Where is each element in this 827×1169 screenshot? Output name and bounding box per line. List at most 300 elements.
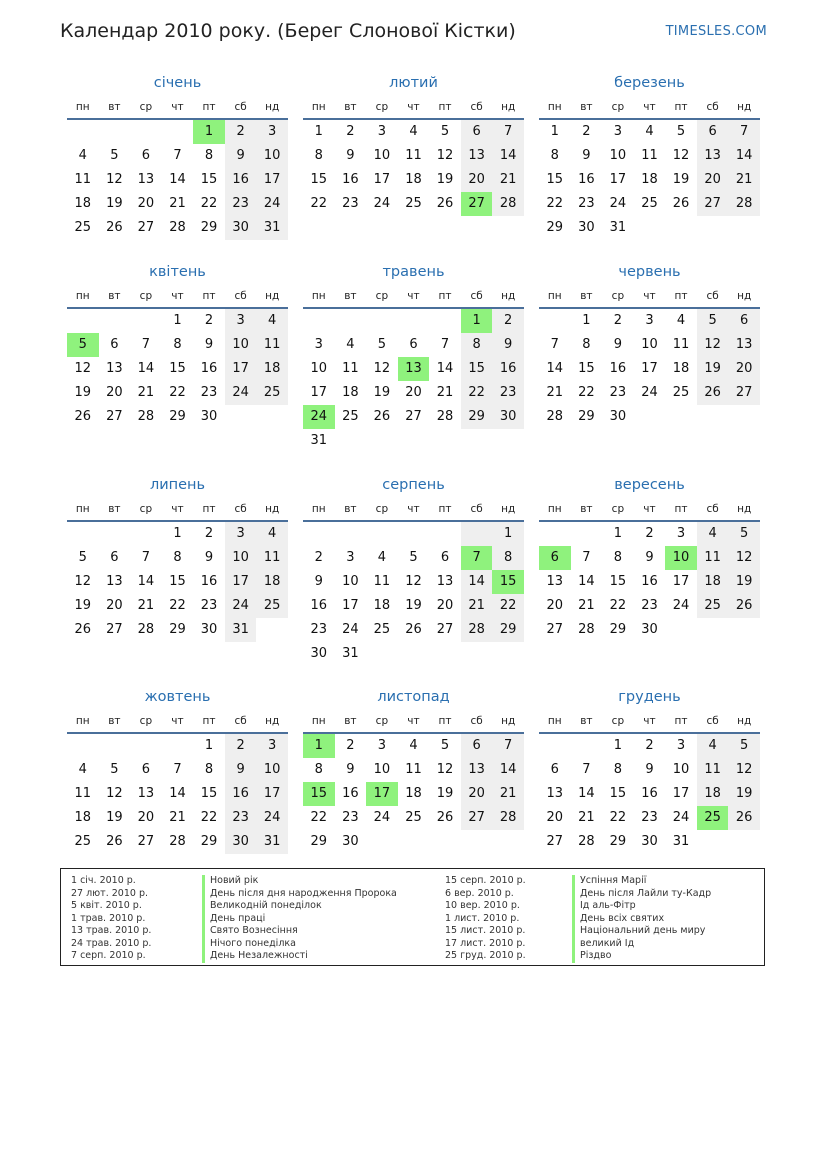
day-cell: 21 xyxy=(169,196,186,211)
day-cell: 1 xyxy=(173,313,182,328)
day-cell: 18 xyxy=(342,385,359,400)
day-grid xyxy=(539,734,760,854)
holiday-day: 1 xyxy=(303,734,335,758)
empty-cell xyxy=(539,309,571,333)
day-cell: 24 xyxy=(672,810,690,825)
holiday-date: 1 січ. 2010 р. xyxy=(71,875,136,886)
day-cell: 7 xyxy=(173,762,182,777)
day-cell: 14 xyxy=(169,786,186,801)
day-cell: 22 xyxy=(310,810,328,825)
day-cell: 2 xyxy=(225,734,257,758)
holiday-name: День після дня народження Пророка xyxy=(202,888,397,901)
day-cell: 31 xyxy=(672,834,690,849)
day-cell: 26 xyxy=(106,220,123,235)
month-name: липень xyxy=(149,477,206,493)
day-cell: 30 xyxy=(492,405,524,429)
day-cell: 26 xyxy=(373,409,391,424)
day-cell: 24 xyxy=(256,192,288,216)
weekday-label: пт xyxy=(438,715,452,727)
weekday-label: чт xyxy=(407,101,420,113)
day-cell: 8 xyxy=(173,550,182,565)
weekday-label: вт xyxy=(580,101,593,113)
weekday-label: сб xyxy=(234,101,247,113)
day-cell: 28 xyxy=(461,618,493,642)
weekday-label: вт xyxy=(108,290,121,302)
day-cell: 9 xyxy=(346,762,355,777)
day-cell: 26 xyxy=(728,594,760,618)
holiday-day: 25 xyxy=(697,806,729,830)
day-cell: 16 xyxy=(310,598,328,613)
weekday-label: сб xyxy=(234,503,247,515)
day-cell: 14 xyxy=(492,144,524,168)
empty-cell xyxy=(99,734,131,758)
month-2 xyxy=(303,72,524,216)
day-cell: 9 xyxy=(314,574,323,589)
month-3 xyxy=(539,72,760,240)
day-cell: 13 xyxy=(461,758,493,782)
weekday-header xyxy=(539,500,760,518)
day-cell: 6 xyxy=(461,734,493,758)
day-cell: 16 xyxy=(492,357,524,381)
day-cell: 19 xyxy=(405,598,422,613)
empty-cell xyxy=(99,522,131,546)
day-cell: 8 xyxy=(314,762,323,777)
month-name: квітень xyxy=(149,264,206,280)
month-name: лютий xyxy=(389,75,438,91)
day-cell: 6 xyxy=(141,762,151,777)
day-cell: 31 xyxy=(225,618,257,642)
day-cell: 26 xyxy=(672,196,690,211)
day-cell: 8 xyxy=(492,546,524,570)
day-cell: 7 xyxy=(550,337,559,352)
day-cell: 25 xyxy=(74,834,92,849)
day-cell: 29 xyxy=(200,834,218,849)
month-6 xyxy=(539,261,760,429)
day-cell: 17 xyxy=(256,782,288,806)
empty-cell xyxy=(366,522,398,546)
site-link[interactable]: TIMESLES.COM xyxy=(665,24,767,39)
day-cell: 16 xyxy=(342,786,359,801)
month-5 xyxy=(303,261,524,453)
month-7 xyxy=(67,474,288,642)
day-cell: 14 xyxy=(461,570,493,594)
day-cell: 19 xyxy=(728,570,760,594)
day-cell: 10 xyxy=(373,762,391,777)
day-cell: 27 xyxy=(106,409,123,424)
day-cell: 6 xyxy=(550,762,559,777)
weekday-label: нд xyxy=(737,290,752,302)
day-cell: 11 xyxy=(697,758,729,782)
day-cell: 27 xyxy=(546,834,564,849)
day-grid xyxy=(303,120,524,216)
day-cell: 6 xyxy=(110,550,119,565)
day-cell: 16 xyxy=(225,168,257,192)
day-grid xyxy=(539,120,760,240)
day-cell: 4 xyxy=(409,124,418,139)
empty-cell xyxy=(130,522,162,546)
day-cell: 19 xyxy=(697,357,729,381)
day-cell: 12 xyxy=(74,574,92,589)
weekday-label: пт xyxy=(202,101,216,113)
day-cell: 30 xyxy=(641,834,658,849)
day-cell: 28 xyxy=(492,192,524,216)
day-cell: 26 xyxy=(74,409,92,424)
day-cell: 5 xyxy=(728,522,760,546)
weekday-label: пн xyxy=(547,101,562,113)
day-cell: 16 xyxy=(609,361,627,376)
day-cell: 17 xyxy=(609,172,627,187)
day-cell: 24 xyxy=(672,598,690,613)
day-cell: 18 xyxy=(697,570,729,594)
day-cell: 12 xyxy=(672,148,690,163)
day-cell: 22 xyxy=(169,598,186,613)
day-cell: 14 xyxy=(137,361,155,376)
day-cell: 5 xyxy=(377,337,387,352)
day-cell: 19 xyxy=(74,385,92,400)
day-cell: 20 xyxy=(137,196,155,211)
day-cell: 5 xyxy=(78,550,87,565)
empty-cell xyxy=(366,309,398,333)
weekday-label: сб xyxy=(234,715,247,727)
holiday-day: 1 xyxy=(193,120,225,144)
day-cell: 4 xyxy=(697,734,729,758)
day-cell: 6 xyxy=(141,148,151,163)
day-cell: 30 xyxy=(200,622,218,637)
day-cell: 25 xyxy=(697,594,729,618)
weekday-label: нд xyxy=(265,503,280,515)
day-cell: 20 xyxy=(461,782,493,806)
day-cell: 6 xyxy=(110,337,119,352)
month-name: серпень xyxy=(382,477,445,493)
day-cell: 17 xyxy=(342,598,359,613)
weekday-label: ср xyxy=(139,715,153,727)
weekday-label: чт xyxy=(407,503,420,515)
day-cell: 22 xyxy=(578,385,595,400)
day-cell: 4 xyxy=(377,550,387,565)
day-cell: 18 xyxy=(672,361,690,376)
day-cell: 5 xyxy=(440,124,450,139)
day-cell: 28 xyxy=(169,834,186,849)
empty-cell xyxy=(571,734,603,758)
weekday-header xyxy=(303,98,524,116)
day-cell: 27 xyxy=(405,409,422,424)
day-cell: 1 xyxy=(204,738,214,753)
weekday-label: пт xyxy=(674,101,688,113)
day-cell: 13 xyxy=(137,786,155,801)
holiday-date: 24 трав. 2010 р. xyxy=(71,937,152,949)
day-cell: 4 xyxy=(697,522,729,546)
day-cell: 23 xyxy=(200,385,218,400)
day-cell: 23 xyxy=(578,196,595,211)
weekday-label: чт xyxy=(171,715,184,727)
day-cell: 2 xyxy=(645,526,654,541)
day-cell: 27 xyxy=(436,622,454,637)
day-cell: 28 xyxy=(728,192,760,216)
empty-cell xyxy=(335,522,367,546)
day-cell: 27 xyxy=(137,220,155,235)
day-cell: 22 xyxy=(461,381,493,405)
day-cell: 20 xyxy=(461,168,493,192)
day-cell: 17 xyxy=(256,168,288,192)
weekday-header xyxy=(67,712,288,730)
holiday-day: 10 xyxy=(665,546,697,570)
weekday-label: сб xyxy=(234,290,247,302)
day-cell: 14 xyxy=(169,172,186,187)
day-cell: 15 xyxy=(169,361,186,376)
day-cell: 13 xyxy=(697,144,729,168)
day-cell: 21 xyxy=(578,810,595,825)
empty-cell xyxy=(67,309,99,333)
holiday-name: Новий рік xyxy=(202,875,397,888)
day-cell: 3 xyxy=(225,309,257,333)
day-cell: 6 xyxy=(440,550,450,565)
day-cell: 23 xyxy=(342,810,359,825)
day-cell: 13 xyxy=(436,574,454,589)
weekday-label: вт xyxy=(108,715,121,727)
weekday-label: пн xyxy=(547,715,562,727)
day-cell: 21 xyxy=(436,385,454,400)
weekday-header xyxy=(67,500,288,518)
empty-cell xyxy=(398,522,430,546)
weekday-label: нд xyxy=(265,101,280,113)
day-cell: 4 xyxy=(676,313,686,328)
day-cell: 14 xyxy=(728,144,760,168)
day-cell: 25 xyxy=(405,196,422,211)
day-cell: 3 xyxy=(645,313,654,328)
day-cell: 16 xyxy=(225,782,257,806)
day-cell: 27 xyxy=(697,192,729,216)
weekday-label: вт xyxy=(580,503,593,515)
weekday-label: пн xyxy=(75,503,90,515)
weekday-label: пн xyxy=(311,101,326,113)
day-cell: 18 xyxy=(74,810,92,825)
day-cell: 2 xyxy=(492,309,524,333)
weekday-label: нд xyxy=(737,715,752,727)
day-cell: 7 xyxy=(728,120,760,144)
day-cell: 12 xyxy=(373,361,391,376)
day-cell: 2 xyxy=(613,313,623,328)
day-cell: 4 xyxy=(78,148,87,163)
day-cell: 6 xyxy=(697,120,729,144)
weekday-label: сб xyxy=(470,503,483,515)
day-cell: 19 xyxy=(106,810,123,825)
holiday-name: Ід аль-Фітр xyxy=(572,900,711,913)
day-cell: 8 xyxy=(582,337,591,352)
day-cell: 12 xyxy=(405,574,422,589)
day-cell: 15 xyxy=(169,574,186,589)
holiday-date: 17 лист. 2010 р. xyxy=(445,937,526,949)
holiday-date: 10 вер. 2010 р. xyxy=(445,900,520,911)
day-cell: 30 xyxy=(225,830,257,854)
day-cell: 11 xyxy=(74,786,92,801)
day-cell: 19 xyxy=(436,786,454,801)
month-12 xyxy=(539,686,760,854)
day-cell: 12 xyxy=(106,172,123,187)
weekday-label: ср xyxy=(375,503,389,515)
day-cell: 14 xyxy=(492,758,524,782)
weekday-label: сб xyxy=(706,715,719,727)
day-cell: 30 xyxy=(225,216,257,240)
weekday-label: нд xyxy=(501,715,516,727)
day-cell: 15 xyxy=(609,574,627,589)
day-cell: 15 xyxy=(578,361,595,376)
day-cell: 10 xyxy=(609,148,627,163)
weekday-label: пн xyxy=(311,715,326,727)
weekday-label: вт xyxy=(108,503,121,515)
day-cell: 10 xyxy=(373,148,391,163)
day-cell: 25 xyxy=(74,220,92,235)
holiday-date: 5 квіт. 2010 р. xyxy=(71,900,142,911)
weekday-label: вт xyxy=(580,715,593,727)
weekday-label: пт xyxy=(438,503,452,515)
day-cell: 20 xyxy=(106,385,123,400)
day-cell: 8 xyxy=(204,148,214,163)
day-cell: 4 xyxy=(409,738,418,753)
holiday-dates-right xyxy=(445,875,526,963)
day-cell: 23 xyxy=(641,598,658,613)
month-9 xyxy=(539,474,760,642)
day-cell: 11 xyxy=(256,333,288,357)
day-cell: 1 xyxy=(314,124,323,139)
day-cell: 10 xyxy=(225,546,257,570)
day-cell: 30 xyxy=(310,646,328,661)
day-cell: 15 xyxy=(310,172,328,187)
day-cell: 5 xyxy=(697,309,729,333)
day-cell: 18 xyxy=(697,782,729,806)
weekday-label: ср xyxy=(139,101,153,113)
day-cell: 6 xyxy=(728,309,760,333)
month-name: листопад xyxy=(377,689,450,705)
day-cell: 3 xyxy=(676,738,686,753)
day-cell: 11 xyxy=(256,546,288,570)
day-cell: 25 xyxy=(342,409,359,424)
day-cell: 15 xyxy=(200,786,218,801)
day-cell: 23 xyxy=(342,196,359,211)
day-cell: 16 xyxy=(641,574,658,589)
day-grid xyxy=(539,309,760,429)
month-11 xyxy=(303,686,524,854)
weekday-label: сб xyxy=(470,101,483,113)
empty-cell xyxy=(162,120,194,144)
holiday-day: 24 xyxy=(303,405,335,429)
weekday-header xyxy=(539,287,760,305)
day-grid xyxy=(303,734,524,854)
empty-cell xyxy=(130,309,162,333)
day-cell: 9 xyxy=(645,762,654,777)
empty-cell xyxy=(429,522,461,546)
day-cell: 31 xyxy=(342,646,359,661)
empty-cell xyxy=(99,120,131,144)
day-cell: 16 xyxy=(578,172,595,187)
weekday-label: ср xyxy=(375,101,389,113)
day-cell: 22 xyxy=(609,598,627,613)
empty-cell xyxy=(99,309,131,333)
day-cell: 29 xyxy=(609,622,627,637)
day-cell: 23 xyxy=(225,806,257,830)
day-cell: 25 xyxy=(256,594,288,618)
day-cell: 12 xyxy=(106,786,123,801)
day-cell: 20 xyxy=(436,598,454,613)
day-cell: 19 xyxy=(728,782,760,806)
holiday-name: День всіх святих xyxy=(572,913,711,926)
day-cell: 14 xyxy=(578,786,595,801)
day-cell: 11 xyxy=(672,337,690,352)
weekday-header xyxy=(303,712,524,730)
weekday-label: пт xyxy=(674,503,688,515)
day-cell: 21 xyxy=(169,810,186,825)
day-cell: 24 xyxy=(225,594,257,618)
weekday-label: вт xyxy=(344,715,357,727)
day-cell: 28 xyxy=(436,409,454,424)
day-cell: 1 xyxy=(550,124,559,139)
day-cell: 7 xyxy=(582,762,591,777)
day-cell: 13 xyxy=(106,361,123,376)
day-cell: 1 xyxy=(613,738,623,753)
month-name: січень xyxy=(153,75,202,91)
day-cell: 29 xyxy=(609,834,627,849)
day-cell: 9 xyxy=(346,148,355,163)
weekday-label: ср xyxy=(611,101,625,113)
day-cell: 9 xyxy=(645,550,654,565)
holiday-name: Нічого понеділка xyxy=(202,938,397,951)
day-grid xyxy=(303,522,524,666)
holiday-date: 25 груд. 2010 р. xyxy=(445,950,526,961)
day-cell: 17 xyxy=(225,570,257,594)
weekday-label: пт xyxy=(674,290,688,302)
day-cell: 19 xyxy=(74,598,92,613)
weekday-label: пт xyxy=(202,715,216,727)
day-cell: 3 xyxy=(377,124,387,139)
day-cell: 3 xyxy=(256,120,288,144)
day-cell: 7 xyxy=(582,550,591,565)
day-cell: 25 xyxy=(256,381,288,405)
empty-cell xyxy=(461,522,493,546)
day-cell: 19 xyxy=(106,196,123,211)
day-cell: 8 xyxy=(613,550,623,565)
day-cell: 11 xyxy=(697,546,729,570)
day-cell: 2 xyxy=(645,738,654,753)
day-cell: 26 xyxy=(697,381,729,405)
holiday-day: 17 xyxy=(366,782,398,806)
day-cell: 27 xyxy=(137,834,155,849)
day-cell: 3 xyxy=(676,526,686,541)
day-cell: 29 xyxy=(492,618,524,642)
day-cell: 27 xyxy=(728,381,760,405)
empty-cell xyxy=(67,120,99,144)
holiday-name: Різдво xyxy=(572,950,711,963)
day-cell: 3 xyxy=(225,522,257,546)
month-name: березень xyxy=(614,75,685,91)
day-grid xyxy=(303,309,524,453)
holiday-date: 15 лист. 2010 р. xyxy=(445,925,526,936)
day-cell: 11 xyxy=(74,172,92,187)
weekday-label: нд xyxy=(737,503,752,515)
day-cell: 14 xyxy=(546,361,564,376)
empty-cell xyxy=(539,734,571,758)
day-cell: 17 xyxy=(373,172,391,187)
day-cell: 24 xyxy=(641,385,658,400)
weekday-label: пн xyxy=(75,290,90,302)
day-cell: 11 xyxy=(405,148,422,163)
day-cell: 23 xyxy=(310,622,328,637)
weekday-label: пн xyxy=(75,715,90,727)
day-cell: 17 xyxy=(672,574,690,589)
day-cell: 27 xyxy=(546,622,564,637)
weekday-label: пн xyxy=(547,290,562,302)
weekday-label: нд xyxy=(501,503,516,515)
weekday-header xyxy=(67,287,288,305)
day-cell: 29 xyxy=(169,622,186,637)
